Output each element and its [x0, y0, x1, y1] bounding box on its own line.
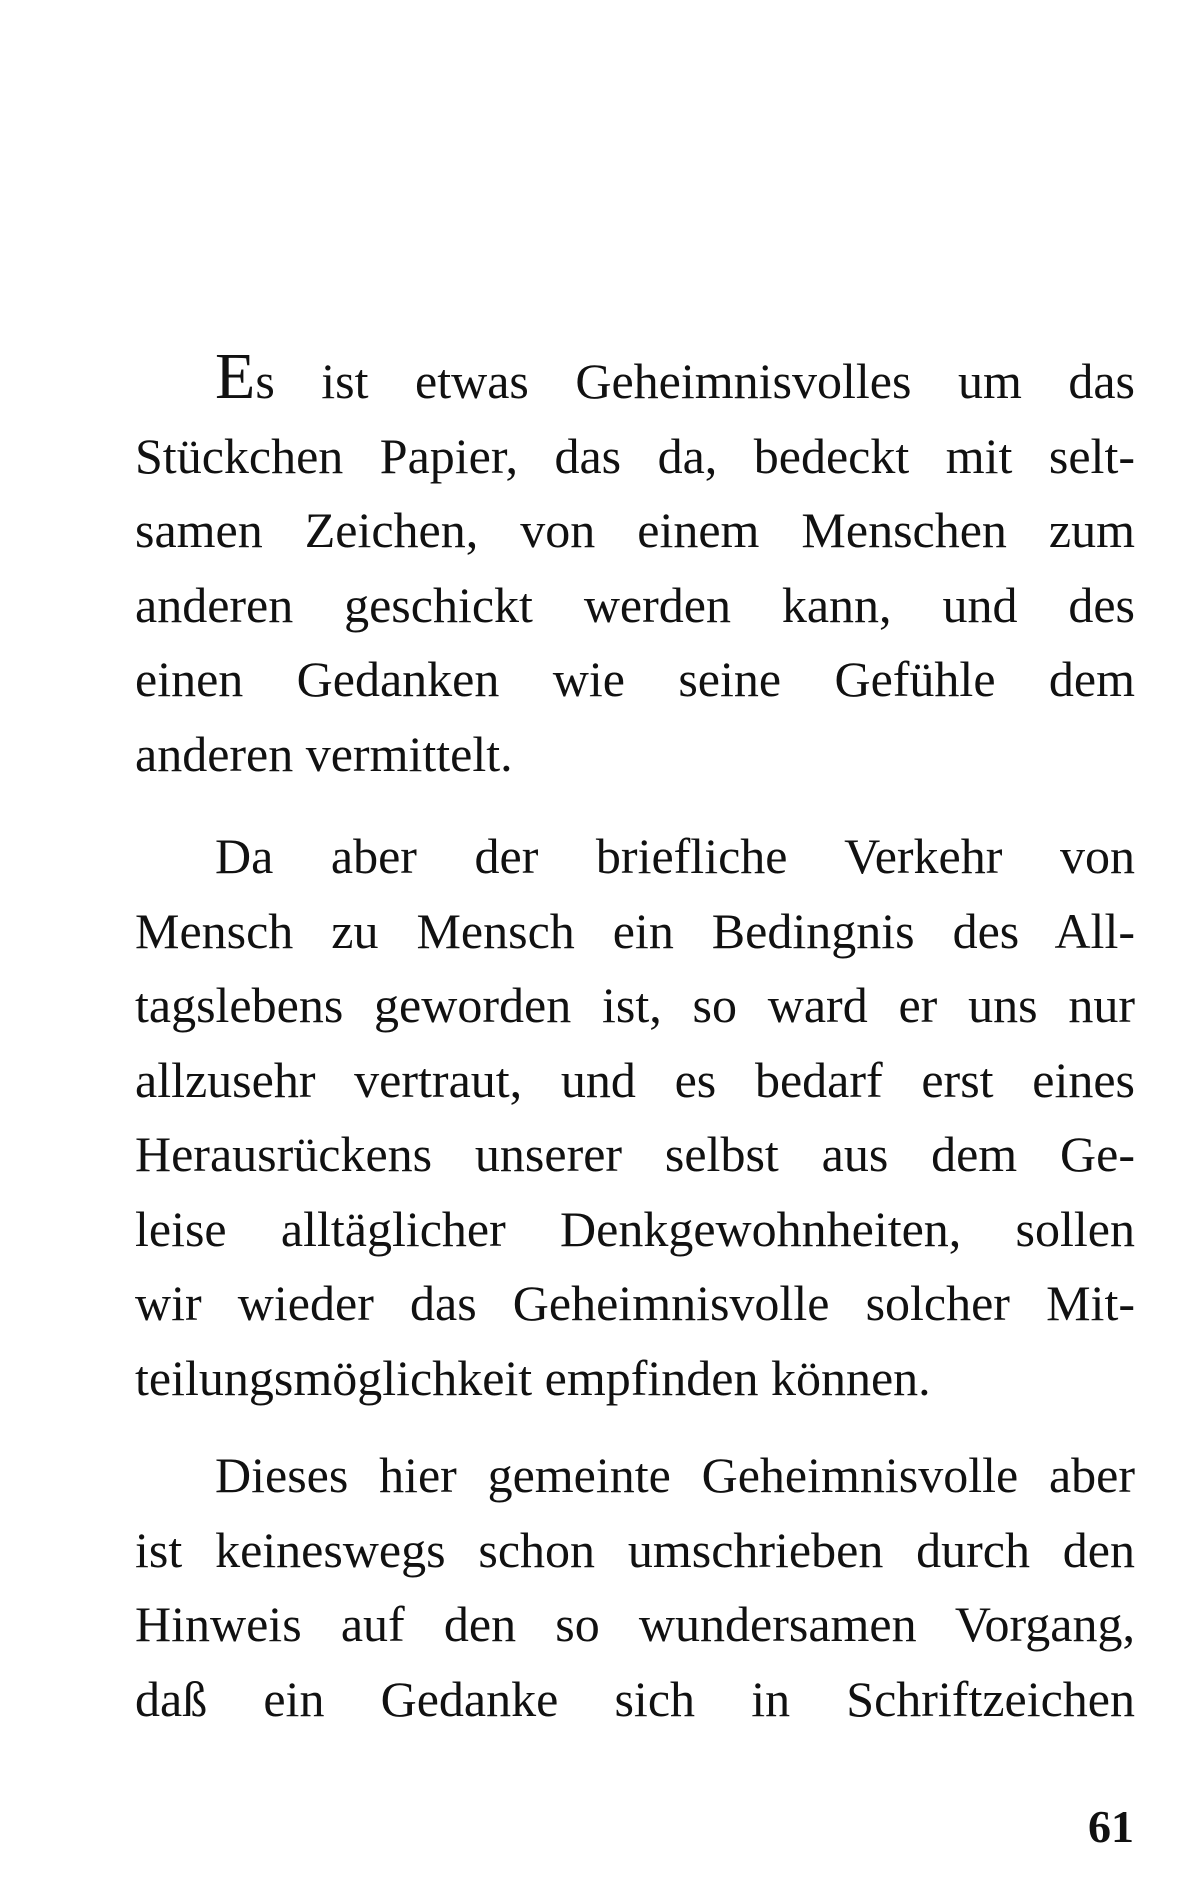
paragraph-1-line-1 [135, 340, 1135, 419]
paragraph-3 [135, 1438, 1135, 1736]
paragraph-2-line-6: leise alltäglicher Denkgewohnheiten, sollen [135, 1200, 1135, 1257]
paragraph-2-line-2: Mensch zu Mensch ein Bedingnis des All- [135, 902, 1135, 959]
paragraph-1-line-1-text: s ist etwas Geheimnisvolles um das [255, 353, 1135, 409]
paragraph-1-line-4: anderen geschickt werden kann, und des [135, 576, 1135, 633]
paragraph-1-line-2: Stückchen Papier, das da, bedeckt mit selt- [135, 427, 1135, 484]
paragraph-1-line-6: anderen vermittelt. [135, 725, 513, 782]
paragraph-2-line-3: tagslebens geworden ist, so ward er uns nur [135, 977, 1135, 1033]
paragraph-2-line-1: Da aber der briefliche Verkehr von [215, 828, 1135, 884]
paragraph-2-line-4: allzusehr vertraut, und es bedarf erst eines [135, 1051, 1135, 1108]
paragraph-2-line-7: wir wieder das Geheimnisvolle solcher Mit- [135, 1275, 1135, 1331]
paragraph-2 [135, 819, 1135, 1415]
paragraph-3-line-3: Hinweis auf den so wundersamen Vorgang, [135, 1596, 1135, 1652]
paragraph-1 [135, 340, 1135, 791]
paragraph-1-line-5: einen Gedanken wie seine Gefühle dem [135, 651, 1135, 707]
paragraph-3-line-2: ist keineswegs schon umschrieben durch den [135, 1521, 1135, 1578]
paragraph-3-line-4: daß ein Gedanke sich in Schriftzeichen [135, 1670, 1135, 1727]
paragraph-3-line-1: Dieses hier gemeinte Geheimnisvolle aber [215, 1447, 1135, 1503]
paragraph-1-line-3: samen Zeichen, von einem Menschen zum [135, 502, 1135, 558]
drop-cap: E [215, 340, 256, 413]
page-number: 61 [1088, 1801, 1134, 1852]
paragraph-2-line-5: Herausrückens unserer selbst aus dem Ge- [135, 1126, 1135, 1182]
paragraph-2-line-8: teilungsmöglichkeit empfinden können. [135, 1349, 931, 1406]
